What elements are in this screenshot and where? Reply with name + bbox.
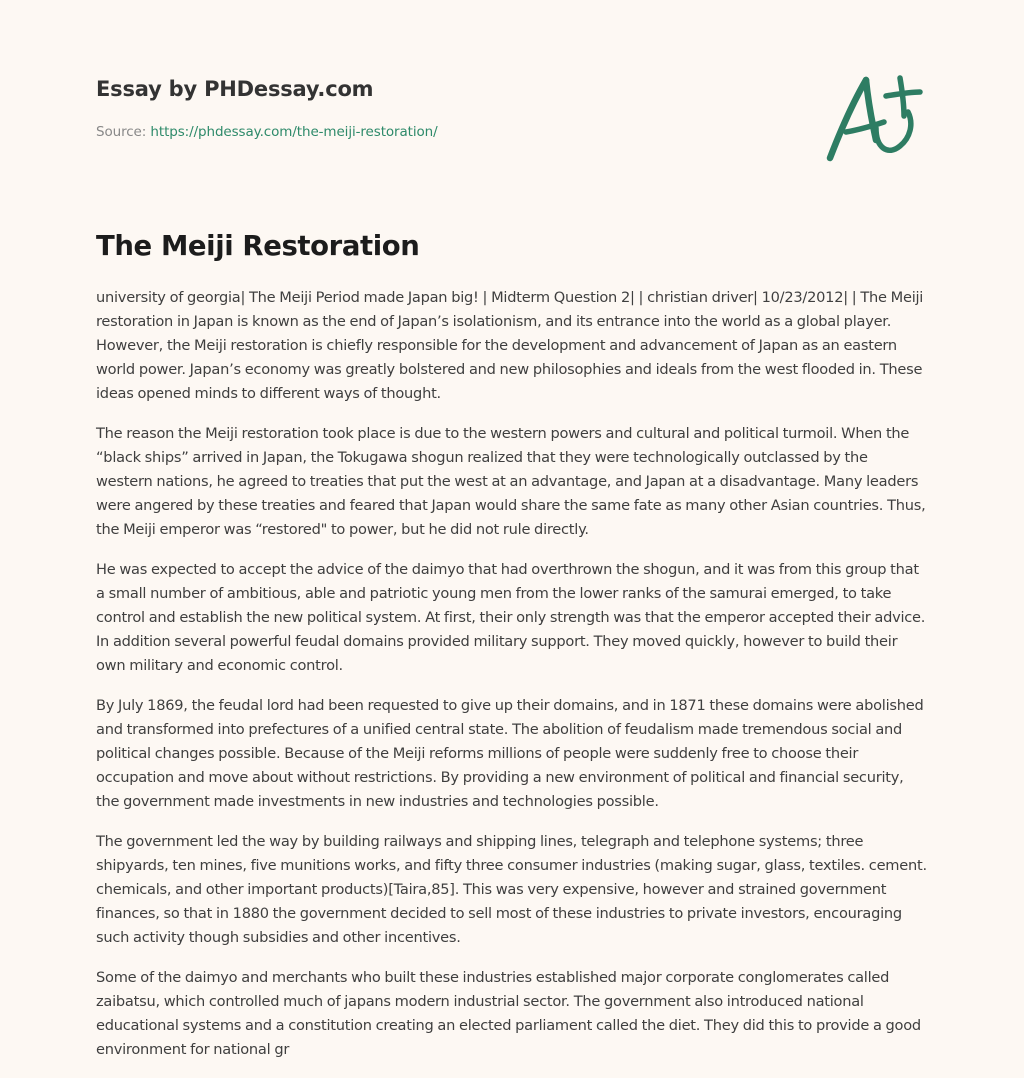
a-plus-grade-icon [822,70,926,164]
essay-title: The Meiji Restoration [96,230,420,262]
essay-paragraph: The reason the Meiji restoration took place is due to the western powers and cultural and political turmoil. When the “black ships” arrived in Japan, the Tokugawa shogun realized that they were technologically outclassed by the western nations, he agreed to treaties that put the west at an advantage, and Japan at a disadvantage. Many leaders were angered by these treaties and feared that Japan would share the same fate as many other Asian countries. Thus, the Meiji emperor was “restored" to power, but he did not rule directly. [96,425,926,538]
source-line [96,122,796,142]
essay-paragraph: Some of the daimyo and merchants who built these industries established major corporate conglomerates called zaibatsu, which controlled much of japans modern industrial sector. The government also introduced national educational systems and a constitution creating an elected parliament called the diet. They did this to provide a good environment for national gr [96,969,921,1058]
essay-paragraph: university of georgia| The Meiji Period made Japan big! | Midterm Question 2| | christian driver| 10/23/2012| | The Meiji restoration in Japan is known as the end of Japan’s isolationism, and its entrance into the world as a global player. However, the Meiji restoration is chiefly responsible for the development and advancement of Japan as an eastern world power. Japan’s economy was greatly bolstered and new philosophies and ideals from the west flooded in. These ideas opened minds to different ways of thought. [96,289,924,402]
page-header [96,74,796,142]
essay-body [96,286,928,1078]
essay-paragraph: By July 1869, the feudal lord had been requested to give up their domains, and in 1871 these domains were abolished and transformed into prefectures of a unified central state. The abolition of feudalism made tremendous social and political changes possible. Because of the Meiji reforms millions of people were suddenly free to choose their occupation and move about without restrictions. By providing a new environment of political and financial security, the government made investments in new industries and technologies possible. [96,697,924,810]
site-title: Essay by PHDessay.com [96,77,374,101]
source-label: Source: [96,124,147,140]
essay-paragraph: He was expected to accept the advice of the daimyo that had overthrown the shogun, and it was from this group that a small number of ambitious, able and patriotic young men from the lower ranks of the samurai emerged, to take control and establish the new political system. At first, their only strength was that the emperor accepted their advice. In addition several powerful feudal domains provided military support. They moved quickly, however to build their own military and economic control. [96,561,926,674]
essay-paragraph: The government led the way by building railways and shipping lines, telegraph and telephone systems; three shipyards, ten mines, five munitions works, and fifty three consumer industries (making sugar, glass, textiles. cement. chemicals, and other important products)[Taira,85]. This was very expensive, however and strained government finances, so that in 1880 the government decided to sell most of these industries to private investors, encouraging such activity though subsidies and other incentives. [96,833,927,946]
source-link[interactable]: https://phdessay.com/the-meiji-restoration/ [150,124,438,140]
